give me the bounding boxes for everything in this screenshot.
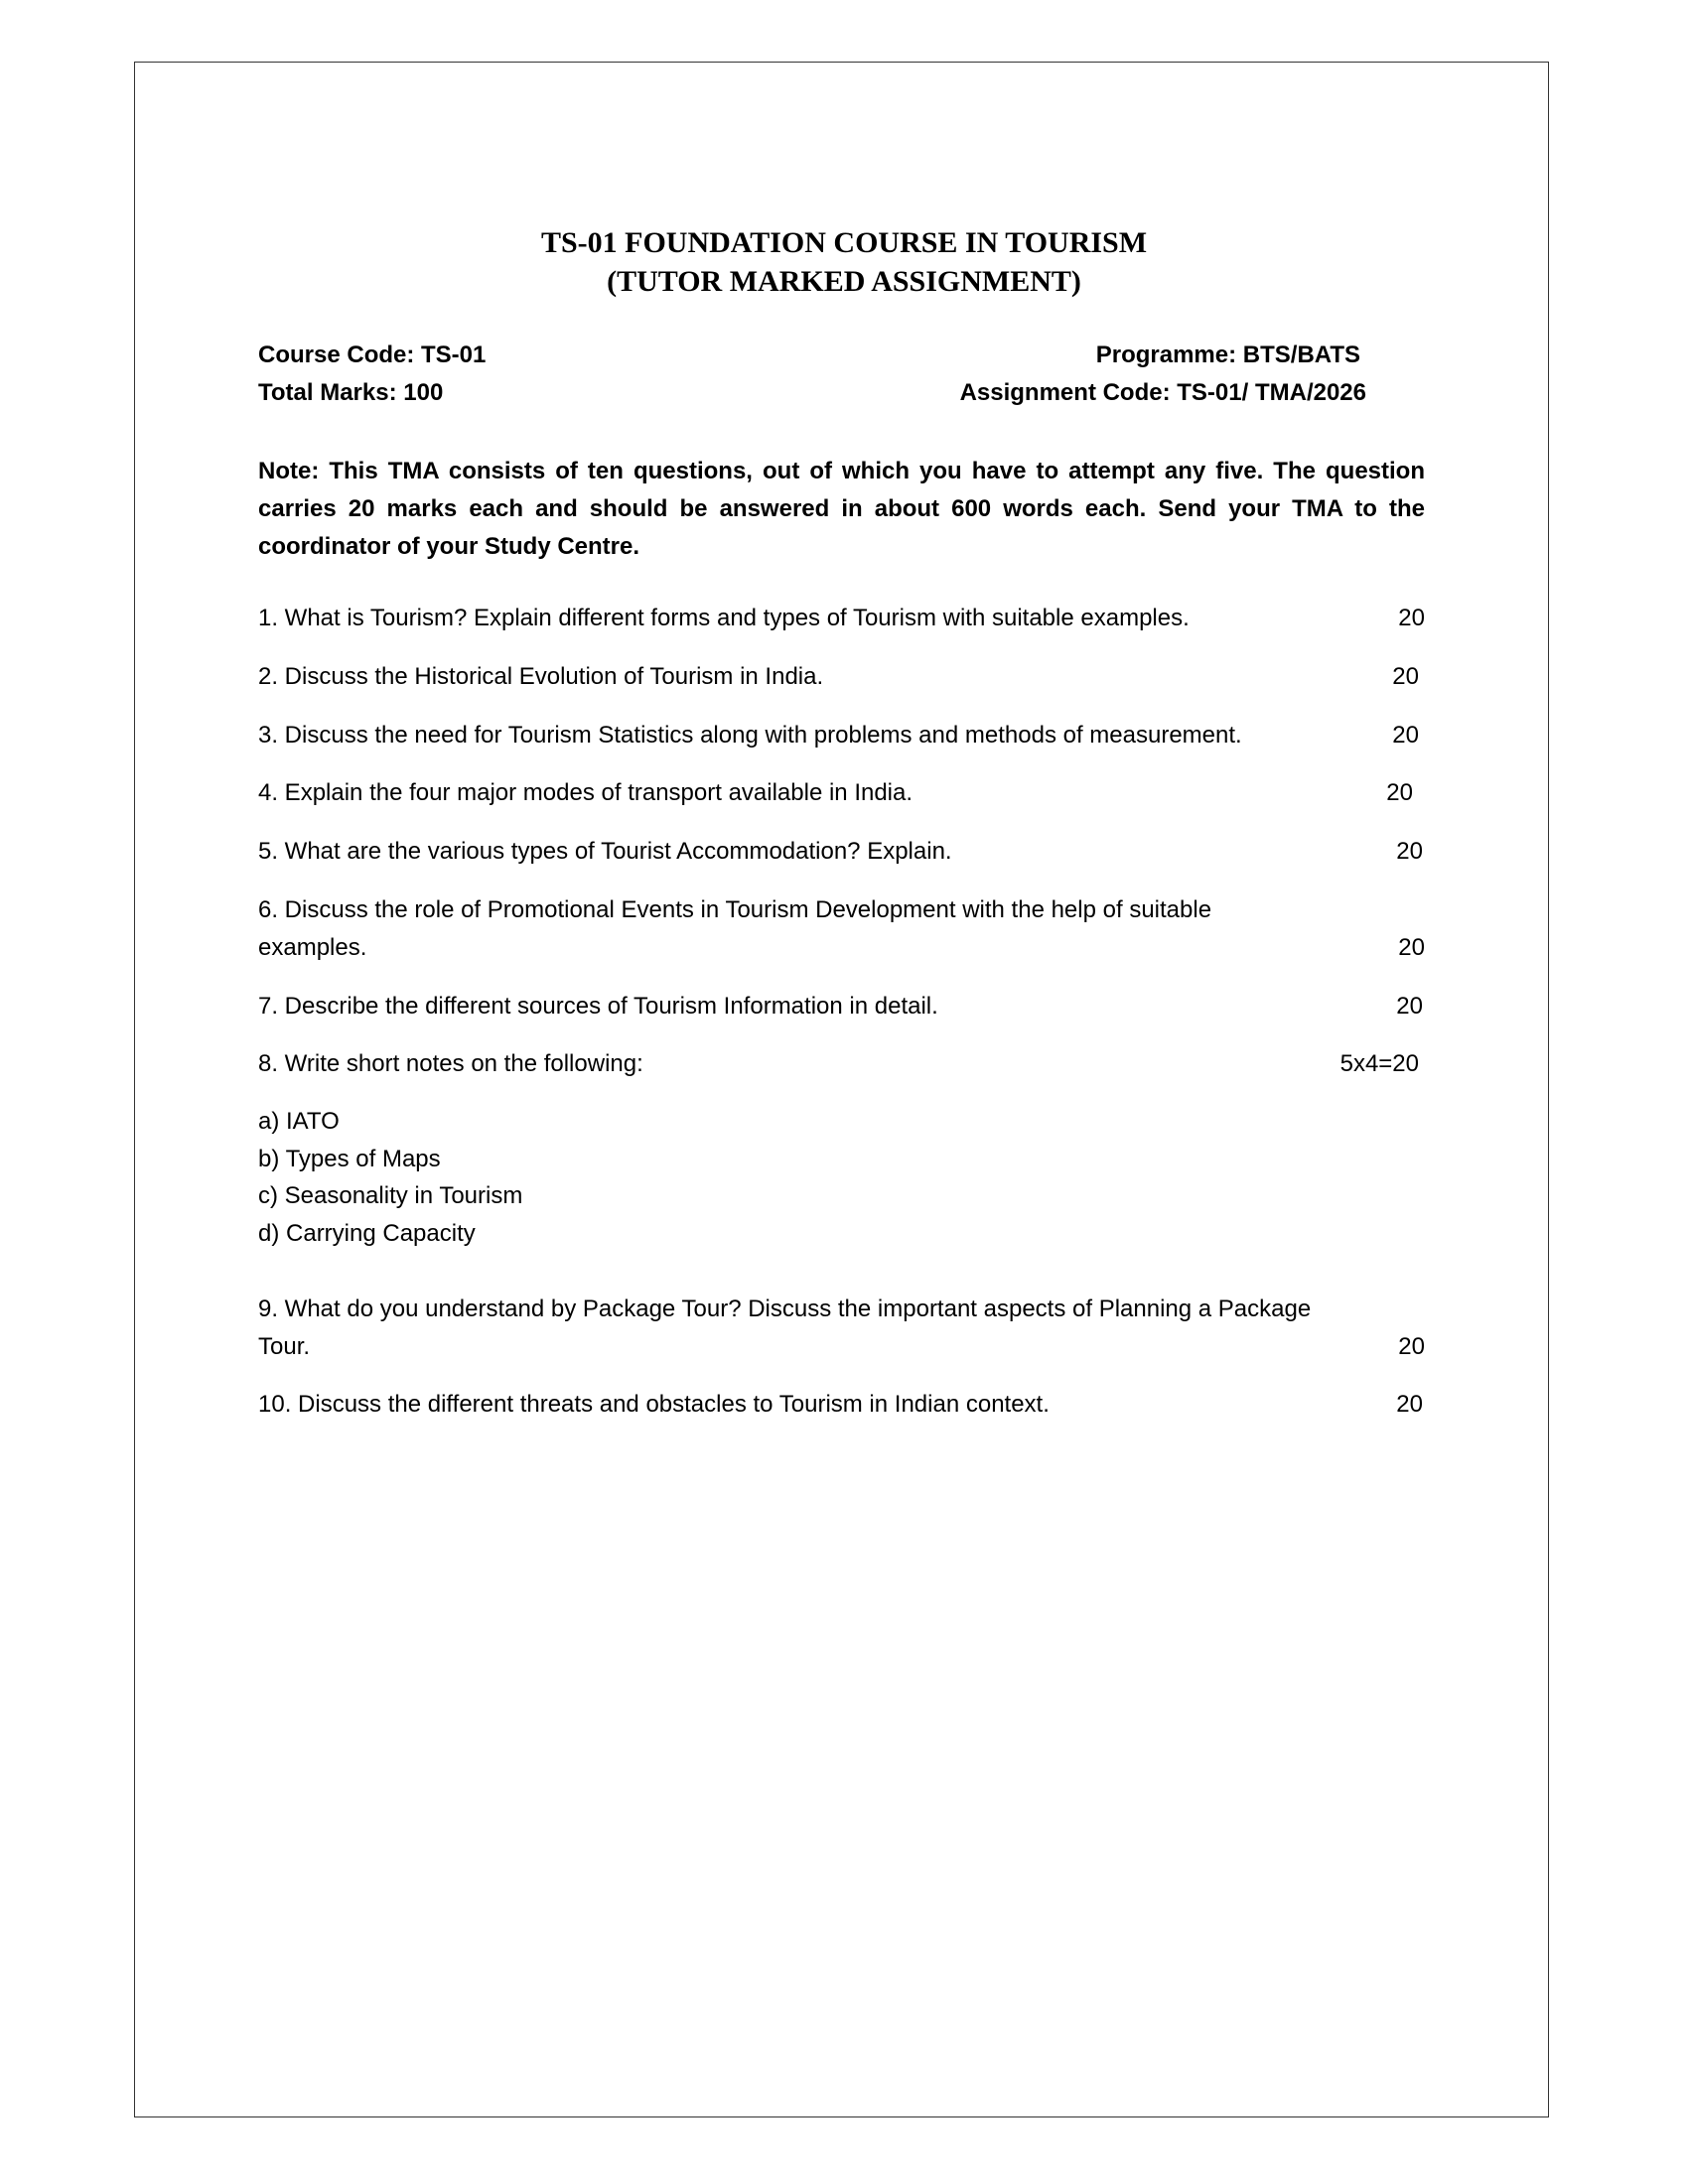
question-6-continued: examples. — [258, 934, 367, 961]
course-code: Course Code: TS-01 — [258, 341, 487, 368]
total-marks: Total Marks: 100 — [258, 379, 444, 406]
question-5: 5. What are the various types of Tourist Accommodation? Explain. — [258, 838, 952, 865]
question-8-item-d: d) Carrying Capacity — [258, 1220, 476, 1247]
question-9-continued: Tour. — [258, 1333, 311, 1360]
question-8: 8. Write short notes on the following: — [258, 1050, 643, 1077]
instructions-note: Note: This TMA consists of ten questions, out of which you have to attempt any five. The question carries 20 marks each and should be answered in about 600 words each. Send your TMA to the coordinator of your Study Centre. — [258, 458, 1425, 560]
question-2: 2. Discuss the Historical Evolution of Tourism in India. — [258, 663, 824, 690]
question-4-marks: 20 — [1386, 779, 1413, 806]
question-1: 1. What is Tourism? Explain different forms and types of Tourism with suitable examples. — [258, 605, 1190, 631]
question-4: 4. Explain the four major modes of transport available in India. — [258, 779, 914, 806]
question-2-marks: 20 — [1392, 663, 1419, 690]
question-5-marks: 20 — [1396, 838, 1423, 865]
question-3: 3. Discuss the need for Tourism Statistics along with problems and methods of measurement. — [258, 722, 1242, 749]
question-9: 9. What do you understand by Package Tour? Discuss the important aspects of Planning a Package — [258, 1296, 1312, 1322]
question-7: 7. Describe the different sources of Tourism Information in detail. — [258, 993, 938, 1020]
question-8-item-a: a) IATO — [258, 1108, 340, 1135]
question-9-marks: 20 — [1398, 1333, 1425, 1360]
title-line-1: TS-01 FOUNDATION COURSE IN TOURISM — [540, 226, 1148, 259]
question-3-marks: 20 — [1392, 722, 1419, 749]
question-7-marks: 20 — [1396, 993, 1423, 1020]
title-line-2: (TUTOR MARKED ASSIGNMENT) — [607, 265, 1081, 298]
question-6: 6. Discuss the role of Promotional Events in Tourism Development with the help of suitable — [258, 896, 1212, 923]
question-10-marks: 20 — [1396, 1391, 1423, 1418]
question-1-marks: 20 — [1398, 605, 1425, 631]
question-8-item-c: c) Seasonality in Tourism — [258, 1182, 523, 1209]
assignment-code: Assignment Code: TS-01/ TMA/2026 — [959, 379, 1366, 406]
programme: Programme: BTS/BATS — [1095, 341, 1360, 368]
question-6-marks: 20 — [1398, 934, 1425, 961]
question-8-item-b: b) Types of Maps — [258, 1146, 441, 1172]
question-10: 10. Discuss the different threats and obstacles to Tourism in Indian context. — [258, 1391, 1050, 1418]
question-8-marks: 5x4=20 — [1339, 1050, 1419, 1077]
